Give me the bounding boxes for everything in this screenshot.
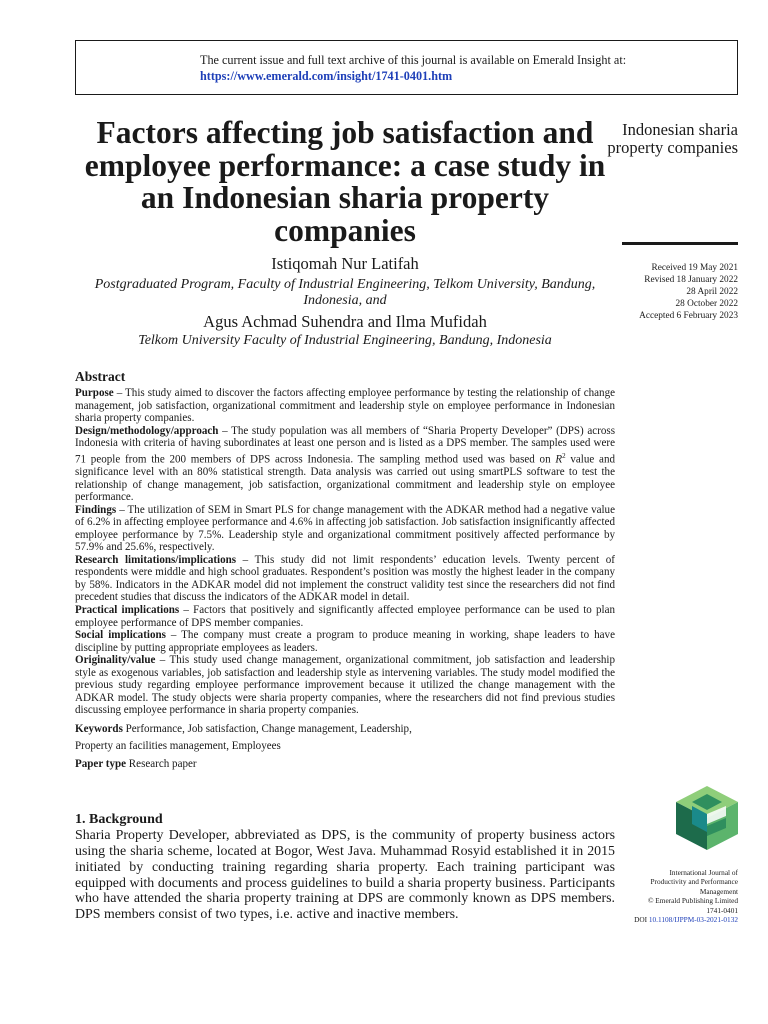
journal-name-1: International Journal of	[669, 868, 738, 877]
limitations-text: – This study did not limit respondents’ education levels. Twenty percent of respondents were middle and high school graduates. Respondent’s position was mostly the highest leader in the company by 58%. Indicators in the ADKAR model did not implement the construct validity test since the researchers did not find precedent studies that discuss the indicators of the ADKAR model in detail.	[75, 553, 615, 604]
keywords-line-2: Property an facilities management, Employees	[75, 740, 281, 753]
originality-text: – This study used change management, organizational commitment, job satisfaction and leadership style as exogenous variables, job satisfaction and leadership style as intervening variables. The study model modified the previous study regarding employee performance improvement because it utilized the change management with the ADKAR model. The study objects were sharia property companies, where the researchers did not find previous studies discussing employee performance in sharia property companies.	[75, 654, 615, 717]
archive-notice-box	[75, 40, 738, 95]
archive-notice-text: The current issue and full text archive of this journal is available on Emerald Insight at:	[200, 53, 627, 67]
journal-doi	[615, 915, 738, 924]
abstract-practical	[75, 604, 615, 629]
limitations-label: Research limitations/implications	[75, 553, 237, 566]
abstract-findings	[75, 504, 615, 554]
paper-type-value: Research paper	[126, 757, 197, 770]
section-heading: 1. Background	[75, 812, 163, 827]
purpose-text: – This study aimed to discover the factors affecting employee performance by testing the relationship of change management, job satisfaction, organizational commitment and leadership style on employee performance in Indonesian sharia property companies.	[75, 387, 615, 425]
journal-name-2: Productivity and Performance	[650, 877, 738, 887]
purpose-label: Purpose	[75, 387, 114, 399]
paper-type	[75, 756, 615, 774]
received-date: Received 19 May 2021	[651, 263, 738, 273]
accepted-date: Accepted 6 February 2023	[639, 311, 738, 322]
journal-copyright: © Emerald Publishing Limited	[647, 896, 738, 906]
abstract	[75, 369, 615, 773]
practical-label: Practical implications	[75, 603, 180, 616]
revised-date-3: 28 October 2022	[675, 299, 738, 310]
paper-type-label: Paper type	[75, 757, 127, 770]
section-body: Sharia Property Developer, abbreviated as DPS, is the community of property business actors using the sharia scheme, located at Bogor, West Java. Muhammad Rosyid established it in 2015 initiated by conducting training regarding sharia property. Each training participant was equipped with documents and process guidelines to build a sharia property business. Participants who have attended the sharia property training at DPS are commonly known as DPS members. DPS members consist of two types, i.e. active and inactive members.	[75, 828, 615, 923]
article-history	[600, 262, 738, 322]
design-text-post: value and significance level with an 80% statistical strength. Data analysis was carried out using smartPLS software to test the relationship of change management, job satisfaction, organizational commitment and leadership style on employee performance.	[75, 453, 615, 504]
findings-label: Findings	[75, 503, 117, 516]
affiliation-1: Postgraduated Program, Faculty of Industrial Engineering, Telkom University, Bandung, Indonesia, and	[94, 277, 596, 308]
practical-text: – Factors that positively and significantly affected employee performance can be used to plan employee performance of DPS member companies.	[75, 603, 615, 629]
keywords-text-1: Performance, Job satisfaction, Change management, Leadership,	[122, 722, 412, 735]
keywords-line-1	[75, 721, 615, 739]
abstract-design	[75, 425, 615, 504]
design-text-pre: – The study population was all members of “Sharia Property Developer” (DPS) across Indonesia with criteria of having subordinates at least one person and is listed as a DPS member. The samples used were 71 people from the 200 members of DPS across Indonesia. The sampling method used was based on	[75, 424, 615, 466]
section-background	[75, 812, 615, 923]
keywords-label: Keywords	[75, 722, 123, 735]
design-r-symbol: R	[555, 453, 563, 466]
paper-title: Factors affecting job satisfaction and employee performance: a case study in an Indonesian sharia property companies	[84, 115, 606, 248]
abstract-heading: Abstract	[75, 369, 126, 384]
design-r-superscript: 2	[562, 451, 566, 460]
archive-notice	[200, 52, 626, 84]
running-head: Indonesian sharia property companies	[607, 120, 738, 157]
design-label: Design/methodology/approach	[75, 424, 219, 437]
abstract-social	[75, 629, 615, 654]
abstract-purpose	[75, 387, 615, 425]
affiliation-2: Telkom University Faculty of Industrial Engineering, Bandung, Indonesia	[138, 333, 552, 348]
social-label: Social implications	[75, 629, 166, 642]
findings-text: – The utilization of SEM in Smart PLS for change management with the ADKAR method had a negative value of 6.2% in affecting employee performance and 4.6% in affecting job satisfaction. Job satisfaction insignificantly affected employee performance by 7.5%. Leadership style and organizational commitment positively affected performance by 57.9% and 25.6%, respectively.	[75, 503, 615, 554]
journal-name-3: Management	[699, 886, 738, 896]
keywords	[75, 721, 615, 774]
journal-issn: 1741-0401	[706, 905, 738, 915]
author-2: Agus Achmad Suhendra and Ilma Mufidah	[203, 312, 487, 331]
doi-label: DOI	[634, 915, 649, 925]
revised-date-2: 28 April 2022	[686, 287, 738, 298]
revised-date: Revised 18 January 2022	[644, 275, 738, 286]
running-head-rule	[622, 242, 738, 245]
social-text: – The company must create a program to produce meaning in working, shape leaders to have discipline by putting appropriate employees as leaders.	[75, 629, 615, 654]
emerald-publishing-logo-icon	[676, 786, 738, 850]
author-1: Istiqomah Nur Latifah	[271, 254, 419, 273]
abstract-originality	[75, 654, 615, 717]
archive-link[interactable]: https://www.emerald.com/insight/1741-0401.htm	[200, 69, 453, 83]
originality-label: Originality/value	[75, 654, 156, 667]
journal-info	[615, 868, 738, 924]
doi-link[interactable]: 10.1108/IJPPM-03-2021-0132	[648, 915, 738, 925]
abstract-limitations	[75, 554, 615, 604]
